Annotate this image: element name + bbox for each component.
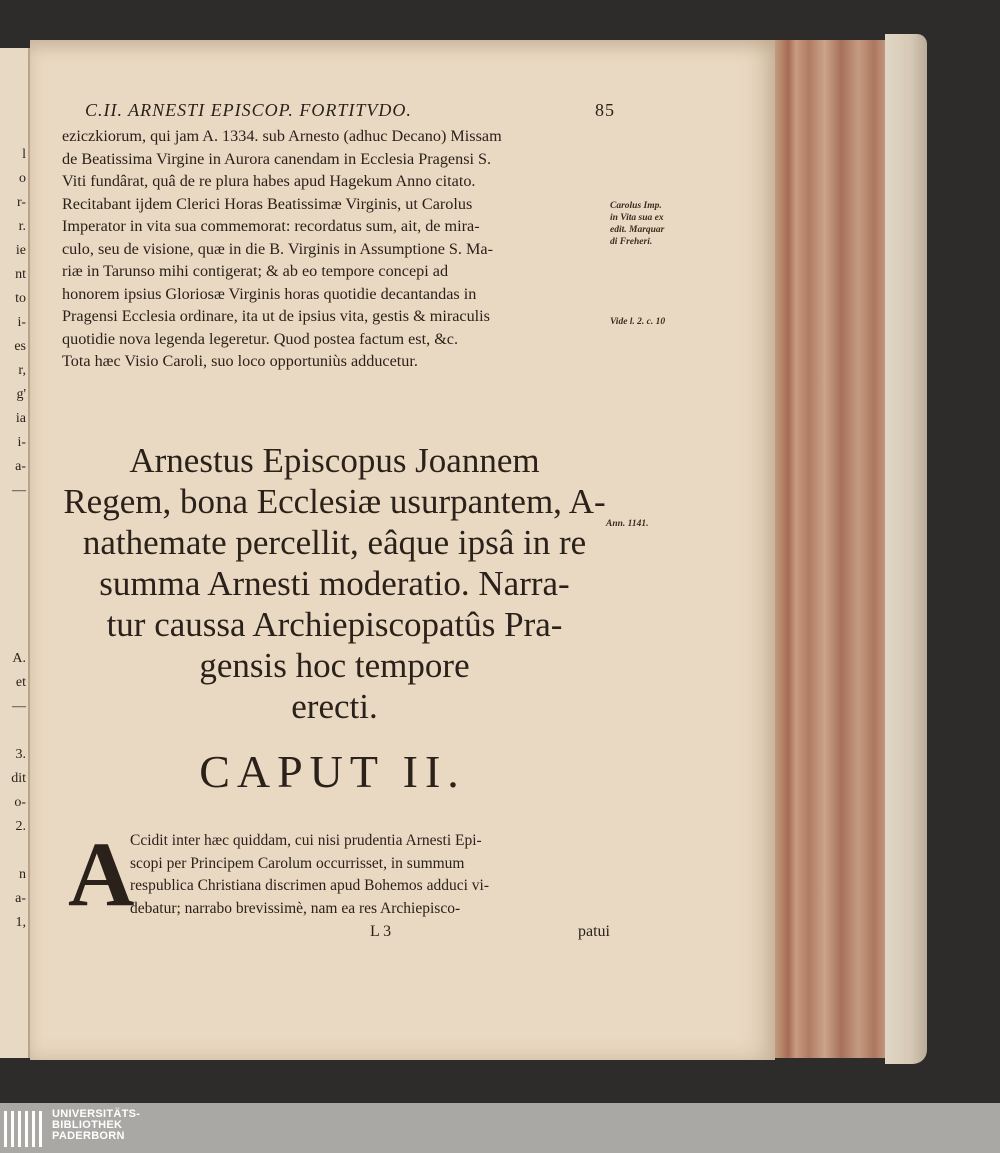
page-number: 85 <box>595 100 615 120</box>
left-page-glyph: l <box>22 147 26 162</box>
left-page-glyph: — <box>12 699 26 714</box>
left-page-glyph: i- <box>17 315 26 330</box>
marginal-note-vide: Vide l. 2. c. 10 <box>610 317 666 327</box>
left-page-glyph: to <box>15 291 26 306</box>
signature-mark: L 3 <box>370 923 392 940</box>
left-page-glyph <box>0 503 26 527</box>
text-line: eziczkiorum, qui jam A. 1334. sub Arnesto (adhuc Decano) Missam <box>62 127 502 145</box>
text-line: riæ in Tarunso mihi contigerat; & ab eo tempore concepi ad <box>62 262 449 280</box>
headline-line: nathemate percellit, eâque ipsâ in re <box>82 523 587 562</box>
paragraph-1 <box>62 125 612 373</box>
left-page-glyph: A. <box>12 651 26 666</box>
left-page-glyph: o <box>19 171 26 186</box>
book-cover <box>885 34 927 1064</box>
left-page-glyph: a- <box>15 459 26 474</box>
left-page-glyph: r, <box>18 363 26 378</box>
left-page-glyph: 1, <box>15 915 26 930</box>
left-page-glyph: i- <box>17 435 26 450</box>
left-page-glyph: dit <box>11 771 26 786</box>
left-page-glyph: g' <box>16 387 26 402</box>
left-page-glyph <box>0 623 26 647</box>
library-logo-text: UNIVERSITÄTS- BIBLIOTHEK PADERBORN <box>52 1108 141 1142</box>
left-page-glyph <box>0 551 26 575</box>
headline-line: gensis hoc tempore <box>199 646 470 685</box>
paragraph-2 <box>130 830 610 920</box>
left-page-glyph: o- <box>14 795 26 810</box>
page-footer-line <box>130 923 610 941</box>
drop-cap: A <box>68 823 135 925</box>
left-page-glyph: ia <box>15 411 26 426</box>
left-page-edge <box>0 48 30 1058</box>
catchword: patui <box>578 923 610 940</box>
running-header <box>85 100 615 121</box>
left-page-glyph: es <box>14 339 26 354</box>
left-page-glyph: 3. <box>15 747 26 762</box>
text-line: quotidie nova legenda legeretur. Quod postea factum est, &c. <box>62 329 459 348</box>
left-page-glyph: — <box>12 483 26 498</box>
left-page-text-fragments <box>0 143 26 935</box>
text-line: Viti fundârat, quâ de re plura habes apud Hagekum Anno citato. <box>62 172 476 190</box>
text-line: Tota hæc Visio Caroli, suo loco opportuniùs adducetur. <box>62 352 418 370</box>
left-page-glyph: nt <box>15 267 26 282</box>
text-line: de Beatissima Virgine in Aurora canendam in Ecclesia Pragensi S. <box>62 149 492 168</box>
text-line: debatur; narrabo brevissimè, nam ea res Archiepisco- <box>130 899 461 917</box>
left-page-glyph <box>0 599 26 623</box>
left-page-glyph <box>0 719 26 743</box>
text-line: Ccidit inter hæc quiddam, cui nisi prudentia Arnesti Epi- <box>130 832 482 849</box>
left-page-glyph: r- <box>16 195 26 210</box>
left-page-glyph <box>0 575 26 599</box>
left-page-glyph: et <box>15 675 26 690</box>
page-edges <box>770 40 900 1058</box>
headline-line: Regem, bona Ecclesiæ usurpantem, A- <box>63 482 606 521</box>
text-line: culo, seu de visione, quæ in die B. Virginis in Assumptione S. Ma- <box>62 239 493 258</box>
left-page-glyph <box>0 839 26 863</box>
marginal-note-anno: Ann. 1141. <box>606 519 649 529</box>
text-line: honorem ipsius Gloriosæ Virginis horas quotidie decantandas in <box>62 284 477 303</box>
left-page-glyph <box>0 527 26 551</box>
left-page-glyph: 2. <box>15 819 26 834</box>
marginal-note-carolus: Carolus Imp. in Vita sua ex edit. Marquar di Freheri. <box>610 201 665 247</box>
left-page-glyph: a- <box>15 891 26 906</box>
left-page-glyph: ie <box>15 243 26 258</box>
left-page-glyph: n <box>19 867 26 882</box>
header-title: C.II. ARNESTI EPISCOP. FORTITVDO. <box>85 100 412 120</box>
text-line: Recitabant ijdem Clerici Horas Beatissimæ Virginis, ut Carolus <box>62 194 473 213</box>
headline-line: erecti. <box>291 687 378 726</box>
text-line: respublica Christiana discrimen apud Bohemos adduci vi- <box>130 877 489 894</box>
text-line: scopi per Principem Carolum occurrisset, in summum <box>130 854 465 872</box>
chapter-headline <box>62 440 607 727</box>
headline-line: tur caussa Archiepiscopatûs Pra- <box>106 605 563 644</box>
text-line: Pragensi Ecclesia ordinare, ita ut de ipsius vita, gestis & miraculis <box>62 307 490 325</box>
text-line: Imperator in vita sua commemorat: recordatus sum, ait, de mira- <box>62 217 480 235</box>
library-footer-bar <box>0 1103 1000 1153</box>
headline-line: summa Arnesti moderatio. Narra- <box>99 564 570 603</box>
chapter-title: CAPUT II. <box>199 746 466 797</box>
headline-line: Arnestus Episcopus Joannem <box>129 441 540 480</box>
library-logo-icon <box>4 1111 44 1149</box>
left-page-glyph: r. <box>18 219 26 234</box>
